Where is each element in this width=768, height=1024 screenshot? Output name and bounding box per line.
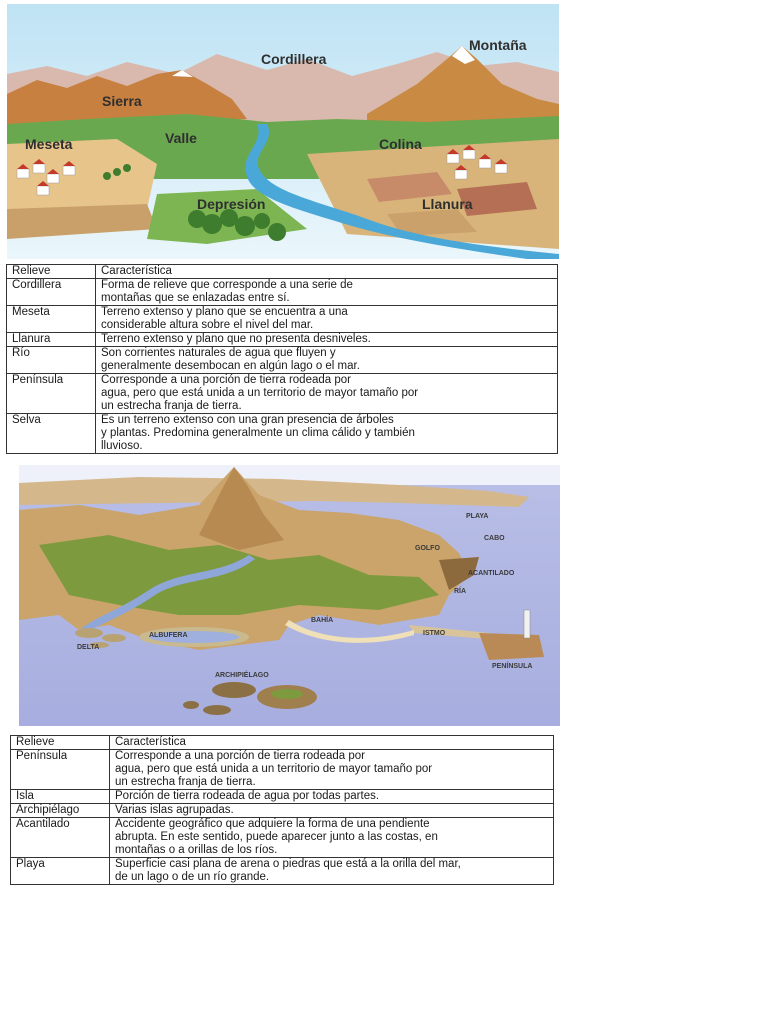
relieve-cell: Llanura <box>7 333 96 347</box>
caracteristica-cell: Superficie casi plana de arena o piedras que está a la orilla del mar, de un lago o de un río grande. <box>110 858 554 885</box>
caracteristica-cell: Porción de tierra rodeada de agua por todas partes. <box>110 790 554 804</box>
label-golfo: GOLFO <box>415 545 440 552</box>
header-relieve: Relieve <box>7 265 96 279</box>
caracteristica-cell: Corresponde a una porción de tierra rodeada por agua, pero que está unida a un territorio de mayor tamaño por un estrecha franja de tierra. <box>110 750 554 790</box>
relieve-cell: Río <box>7 347 96 374</box>
label-meseta: Meseta <box>25 136 73 152</box>
label-llanura: Llanura <box>422 196 473 212</box>
label-valle: Valle <box>165 130 197 146</box>
table-row <box>7 306 558 333</box>
table-row <box>11 790 554 804</box>
header-caracteristica: Característica <box>96 265 558 279</box>
coastal-relief-table <box>10 735 554 885</box>
table-row <box>7 333 558 347</box>
label-colina: Colina <box>379 136 422 152</box>
caracteristica-cell: Forma de relieve que corresponde a una serie de montañas que se enlazadas entre sí. <box>96 279 558 306</box>
label-playa: PLAYA <box>466 513 489 520</box>
caracteristica-cell: Son corrientes naturales de agua que fluyen y generalmente desembocan en algún lago o el mar. <box>96 347 558 374</box>
header-relieve: Relieve <box>11 736 110 750</box>
table-row <box>11 750 554 790</box>
label-cordillera: Cordillera <box>261 51 327 67</box>
table-row <box>7 347 558 374</box>
relieve-cell: Meseta <box>7 306 96 333</box>
label-acantilado: ACANTILADO <box>468 570 515 577</box>
table-row <box>11 818 554 858</box>
inland-landscape-drawing <box>7 4 559 259</box>
peninsula <box>479 633 544 660</box>
caracteristica-cell: Accidente geográfico que adquiere la forma de una pendiente abrupta. En este sentido, puede aparecer junto a las costas, en montañas o a orillas de los ríos. <box>110 818 554 858</box>
caracteristica-cell: Varias islas agrupadas. <box>110 804 554 818</box>
relieve-cell: Isla <box>11 790 110 804</box>
label-bahia: BAHÍA <box>311 617 334 624</box>
table-row <box>11 804 554 818</box>
label-archipielago: ARCHIPIÉLAGO <box>215 672 269 679</box>
label-istmo: ISTMO <box>423 630 446 637</box>
table-row <box>7 279 558 306</box>
coastal-landscape-drawing <box>19 465 560 726</box>
table-row <box>11 858 554 885</box>
caracteristica-cell: Terreno extenso y plano que se encuentra a una considerable altura sobre el nivel del mar. <box>96 306 558 333</box>
label-sierra: Sierra <box>102 93 142 109</box>
label-albufera: ALBUFERA <box>149 632 188 639</box>
relieve-cell: Cordillera <box>7 279 96 306</box>
table-row <box>7 374 558 414</box>
label-ria: RÍA <box>454 588 467 595</box>
table-header-row <box>7 265 558 279</box>
header-caracteristica: Característica <box>110 736 554 750</box>
label-peninsula: PENÍNSULA <box>492 663 533 670</box>
label-delta: DELTA <box>77 644 100 651</box>
coastal-relief-illustration <box>19 465 560 726</box>
relieve-cell: Península <box>11 750 110 790</box>
lighthouse <box>524 610 530 638</box>
relieve-cell: Playa <box>11 858 110 885</box>
label-montana: Montaña <box>469 37 527 53</box>
label-depresion: Depresión <box>197 196 266 212</box>
table-row <box>7 414 558 454</box>
relieve-cell: Península <box>7 374 96 414</box>
label-cabo: CABO <box>484 535 505 542</box>
relieve-cell: Acantilado <box>11 818 110 858</box>
table-header-row <box>11 736 554 750</box>
caracteristica-cell: Terreno extenso y plano que no presenta desniveles. <box>96 333 558 347</box>
caracteristica-cell: Es un terreno extenso con una gran presencia de árboles y plantas. Predomina generalmente un clima cálido y también lluvioso. <box>96 414 558 454</box>
relieve-cell: Archipiélago <box>11 804 110 818</box>
relieve-cell: Selva <box>7 414 96 454</box>
inland-relief-table <box>6 264 558 454</box>
caracteristica-cell: Corresponde a una porción de tierra rodeada por agua, pero que está unida a un territorio de mayor tamaño por un estrecha franja de tierra. <box>96 374 558 414</box>
inland-relief-illustration <box>7 4 559 259</box>
